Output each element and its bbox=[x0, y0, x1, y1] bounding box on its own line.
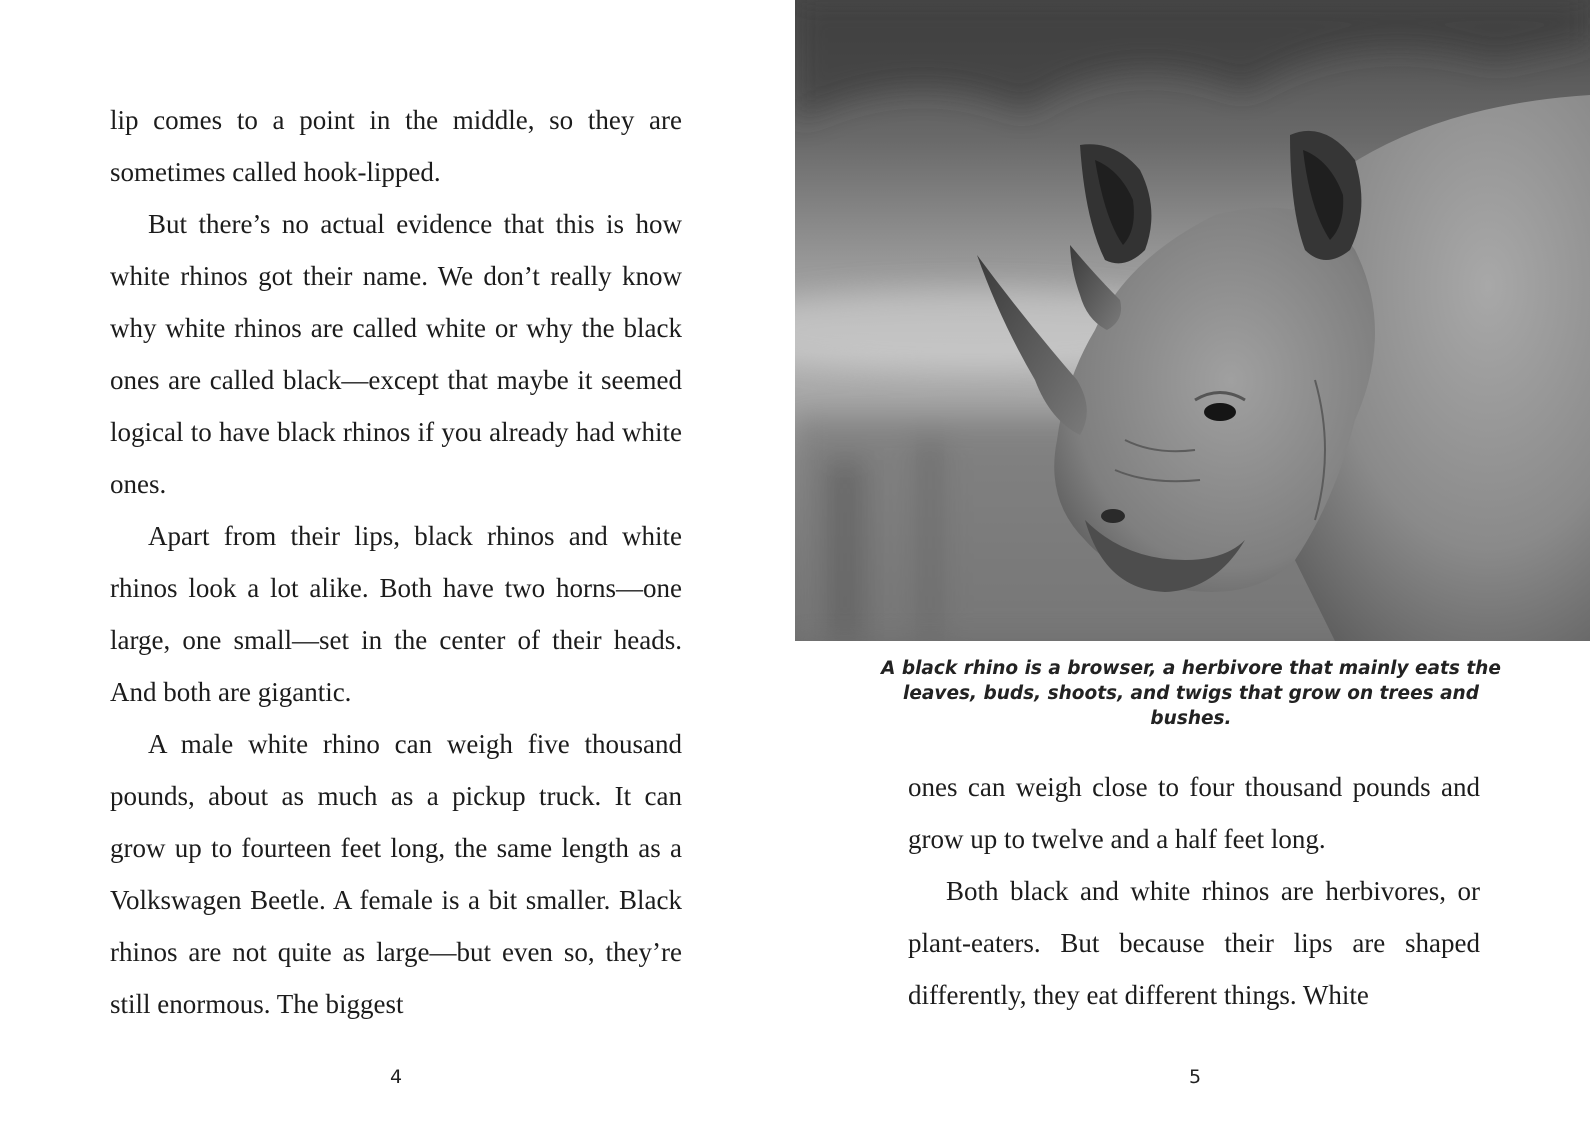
paragraph: lip comes to a point in the middle, so they are sometimes called hook-lipped. bbox=[110, 105, 682, 187]
paragraph: But there’s no actual evidence that this is how white rhinos got their name. We don’t really know why white rhinos are called white or why the black ones are called black—except that maybe it seemed logical to have black rhinos if you already had white ones. bbox=[110, 209, 682, 499]
paragraph: A male white rhino can weigh five thousand pounds, about as much as a pickup truck. It can grow up to fourteen feet long, the same length as a Volkswagen Beetle. A female is a bit smaller. Black rhinos are not quite as large—but even so, they’re still enormous. The biggest bbox=[110, 729, 682, 1019]
paragraph: Apart from their lips, black rhinos and white rhinos look a lot alike. Both have two horns—one large, one small—set in the center of their heads. And both are gigantic. bbox=[110, 521, 682, 707]
right-page-body-text bbox=[908, 761, 1480, 1021]
page-number-left: 4 bbox=[389, 1066, 403, 1088]
page-number-right: 5 bbox=[1188, 1066, 1202, 1088]
black-rhino-photo bbox=[795, 0, 1590, 641]
right-page bbox=[795, 0, 1590, 1140]
photo-caption: A black rhino is a browser, a herbivore that mainly eats the leaves, buds, shoots, and twigs that grow on trees and bushes. bbox=[881, 658, 1501, 729]
paragraph: ones can weigh close to four thousand pounds and grow up to twelve and a half feet long. bbox=[908, 772, 1480, 854]
paragraph: Both black and white rhinos are herbivores, or plant-eaters. But because their lips are shaped differently, they eat different things. White bbox=[908, 876, 1480, 1010]
left-page-body-text bbox=[110, 94, 682, 1030]
